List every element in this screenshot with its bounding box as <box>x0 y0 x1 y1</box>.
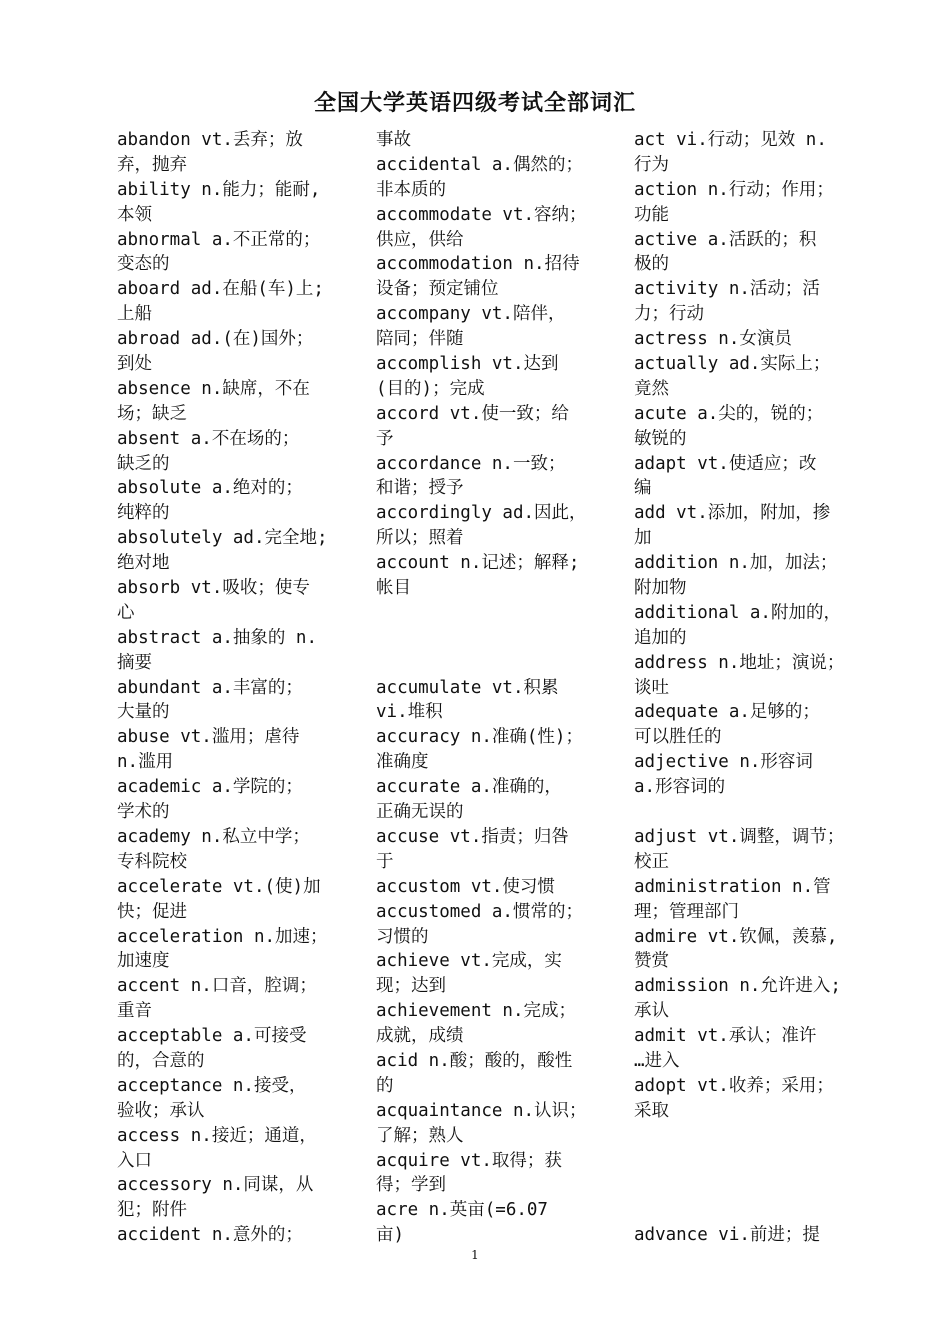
vocab-line: academic a.学院的； <box>117 777 303 798</box>
vocab-line: accurate a.准确的， <box>376 777 562 798</box>
vocab-line: accessory n.同谋，从 <box>117 1175 314 1196</box>
vocab-line: actually ad.实际上； <box>634 354 831 375</box>
vocab-line: accuracy n.准确(性)； <box>376 727 583 748</box>
vocab-line: accustom vt.使习惯 <box>376 876 555 897</box>
vocab-line: 学术的 <box>117 802 170 823</box>
vocab-line: 帐目 <box>376 578 411 599</box>
vocab-line: additional a.附加的， <box>634 602 841 623</box>
vocab-line: 极的 <box>634 254 669 275</box>
vocab-line: 弃，抛弃 <box>117 154 187 175</box>
vocab-line: active a.活跃的；积 <box>634 229 817 250</box>
vocab-line: 准确度 <box>376 752 429 773</box>
page-number: 1 <box>471 1248 479 1262</box>
vocab-line: 编 <box>634 478 652 499</box>
vocab-line: 快；促进 <box>117 901 187 922</box>
vocab-line: 承认 <box>634 1001 669 1022</box>
vocab-line: aboard ad.在船(车)上; <box>117 279 324 300</box>
vocab-line: academy n.私立中学； <box>117 826 310 847</box>
vocab-line: abandon vt.丢弃；放 <box>117 130 303 150</box>
vocab-line: 现；达到 <box>376 976 446 997</box>
vocab-line: 大量的 <box>117 702 170 723</box>
vocab-line <box>634 800 874 825</box>
vocab-line: 理；管理部门 <box>634 901 739 922</box>
vocab-line: accumulate vt.积累 <box>376 677 559 698</box>
vocab-line: addition n.加，加法； <box>634 553 838 574</box>
vocab-line: access n.接近；通道， <box>117 1125 317 1146</box>
vocab-line: accustomed a.惯常的； <box>376 901 583 922</box>
vocab-line: acceleration n.加速； <box>117 926 328 947</box>
vocab-line <box>634 1149 874 1174</box>
vocab-line: 设备；预定铺位 <box>376 279 499 300</box>
vocab-line: 变态的 <box>117 254 170 275</box>
vocab-line: accomplish vt.达到 <box>376 354 559 375</box>
vocab-line: 成就，成绩 <box>376 1026 464 1047</box>
vocab-line: acute a.尖的，锐的； <box>634 403 824 424</box>
column-3 <box>634 128 874 1248</box>
vocab-line: achieve vt.完成，实 <box>376 951 562 972</box>
vocab-line <box>376 626 608 651</box>
vocab-line: 事故 <box>376 130 411 150</box>
vocab-line: 敏锐的 <box>634 428 687 449</box>
vocab-line: accordance n.一致； <box>376 453 566 474</box>
vocab-line: action n.行动；作用； <box>634 179 834 200</box>
vocab-line: 附加物 <box>634 578 687 599</box>
vocab-line: 陪同；伴随 <box>376 329 464 350</box>
vocab-line: accommodate vt.容纳； <box>376 204 587 225</box>
vocab-line: 供应，供给 <box>376 229 464 250</box>
vocab-line: vi.堆积 <box>376 702 443 723</box>
vocab-line: abstract a.抽象的 n. <box>117 627 318 648</box>
vocab-line: admire vt.钦佩，羡慕, <box>634 926 838 947</box>
vocab-line: 犯；附件 <box>117 1200 187 1221</box>
vocab-line: 心 <box>117 602 135 623</box>
vocab-line: accord vt.使一致；给 <box>376 403 569 424</box>
vocab-line: 了解；熟人 <box>376 1125 464 1146</box>
vocab-line: 于 <box>376 851 394 872</box>
vocab-line <box>376 651 608 676</box>
vocab-line: act vi.行动；见效 n. <box>634 130 827 150</box>
vocab-line: 可以胜任的 <box>634 727 722 748</box>
vocab-line: add vt.添加，附加，掺 <box>634 503 831 524</box>
vocab-line: 采取 <box>634 1100 669 1121</box>
vocab-line: absent a.不在场的； <box>117 428 300 449</box>
vocab-line: 的，合意的 <box>117 1050 205 1071</box>
vocab-line: 专科院校 <box>117 851 187 872</box>
vocab-line: adjective n.形容词 <box>634 752 813 773</box>
vocab-line: 绝对地 <box>117 553 170 574</box>
vocab-line: accidental a.偶然的； <box>376 154 583 175</box>
vocab-line: 亩) <box>376 1225 405 1246</box>
vocab-line: 的 <box>376 1075 394 1096</box>
vocab-line: 缺乏的 <box>117 453 170 474</box>
vocab-line: absence n.缺席，不在 <box>117 378 310 399</box>
vocab-line: accent n.口音，腔调； <box>117 976 317 997</box>
vocab-line: 和谐；授予 <box>376 478 464 499</box>
vocab-line: 予 <box>376 428 394 449</box>
vocab-line: 上船 <box>117 304 152 325</box>
vocab-line: 场；缺乏 <box>117 403 187 424</box>
vocab-line: ability n.能力；能耐, <box>117 179 321 200</box>
vocab-line: 行为 <box>634 154 669 175</box>
vocab-line: n.滥用 <box>117 752 174 773</box>
vocab-line: 验收；承认 <box>117 1100 205 1121</box>
vocab-line: …进入 <box>634 1050 680 1071</box>
vocab-line: 功能 <box>634 204 669 225</box>
vocab-line: 非本质的 <box>376 179 446 200</box>
vocab-line: 习惯的 <box>376 926 429 947</box>
vocab-line: address n.地址；演说； <box>634 652 845 673</box>
vocab-line: actress n.女演员 <box>634 329 792 350</box>
vocab-line: acquaintance n.认识； <box>376 1100 587 1121</box>
vocab-line: absolutely ad.完全地; <box>117 528 328 549</box>
vocab-line: abnormal a.不正常的； <box>117 229 321 250</box>
vocab-line: acquire vt.取得；获 <box>376 1150 562 1171</box>
vocab-line: achievement n.完成； <box>376 1001 577 1022</box>
vocab-line: acid n.酸；酸的，酸性 <box>376 1050 573 1071</box>
vocab-line <box>634 1173 874 1198</box>
vocab-line: 纯粹的 <box>117 503 170 524</box>
vocab-line: adapt vt.使适应；改 <box>634 453 817 474</box>
vocab-line: absolute a.绝对的； <box>117 478 303 499</box>
vocab-line: 竟然 <box>634 378 669 399</box>
vocab-line: 所以；照着 <box>376 528 464 549</box>
vocab-line: abundant a.丰富的； <box>117 677 303 698</box>
vocab-line <box>634 1124 874 1149</box>
vocab-line: adequate a.足够的； <box>634 702 820 723</box>
vocab-line: absorb vt.吸收；使专 <box>117 578 310 599</box>
vocab-line: abuse vt.滥用；虐待 <box>117 727 300 748</box>
vocab-line: 摘要 <box>117 652 152 673</box>
column-1 <box>117 128 357 1248</box>
vocab-line: 加速度 <box>117 951 170 972</box>
vocab-line: accelerate vt.(使)加 <box>117 876 321 897</box>
column-2 <box>376 128 608 1248</box>
vocab-line: 本领 <box>117 204 152 225</box>
vocab-line: 校正 <box>634 851 669 872</box>
vocab-line: admit vt.承认；准许 <box>634 1026 817 1047</box>
vocab-line: 到处 <box>117 354 152 375</box>
vocab-line: 重音 <box>117 1001 152 1022</box>
vocab-line: 入口 <box>117 1150 152 1171</box>
vocab-line: accompany vt.陪伴， <box>376 304 566 325</box>
vocab-line: accordingly ad.因此， <box>376 503 587 524</box>
vocab-line: 正确无误的 <box>376 802 464 823</box>
vocab-line: acceptable a.可接受 <box>117 1026 307 1047</box>
vocab-line: acre n.英亩(=6.07 <box>376 1200 548 1221</box>
vocab-line: accident n.意外的； <box>117 1225 303 1246</box>
vocab-line: adjust vt.调整，调节； <box>634 826 845 847</box>
vocab-line: accommodation n.招待 <box>376 254 580 275</box>
vocab-line: 力；行动 <box>634 304 704 325</box>
vocab-line: 谈吐 <box>634 677 669 698</box>
vocab-line: a.形容词的 <box>634 777 726 798</box>
vocab-line: advance vi.前进；提 <box>634 1225 820 1246</box>
vocab-line: (目的)；完成 <box>376 378 485 399</box>
vocab-line: accuse vt.指责；归咎 <box>376 826 569 847</box>
vocab-line: acceptance n.接受， <box>117 1075 307 1096</box>
vocab-line: 得；学到 <box>376 1175 446 1196</box>
vocab-line: adopt vt.收养；采用； <box>634 1075 834 1096</box>
vocab-line: abroad ad.(在)国外； <box>117 329 314 350</box>
vocab-line: 加 <box>634 528 652 549</box>
vocab-line <box>376 601 608 626</box>
vocab-line: account n.记述；解释; <box>376 553 580 574</box>
page-title: 全国大学英语四级考试全部词汇 <box>313 91 636 116</box>
vocab-line: administration n.管 <box>634 876 831 897</box>
vocab-line: activity n.活动；活 <box>634 279 820 300</box>
vocab-line: 追加的 <box>634 627 687 648</box>
vocab-line: admission n.允许进入; <box>634 976 841 997</box>
vocab-line <box>634 1198 874 1223</box>
vocab-line: 赞赏 <box>634 951 669 972</box>
